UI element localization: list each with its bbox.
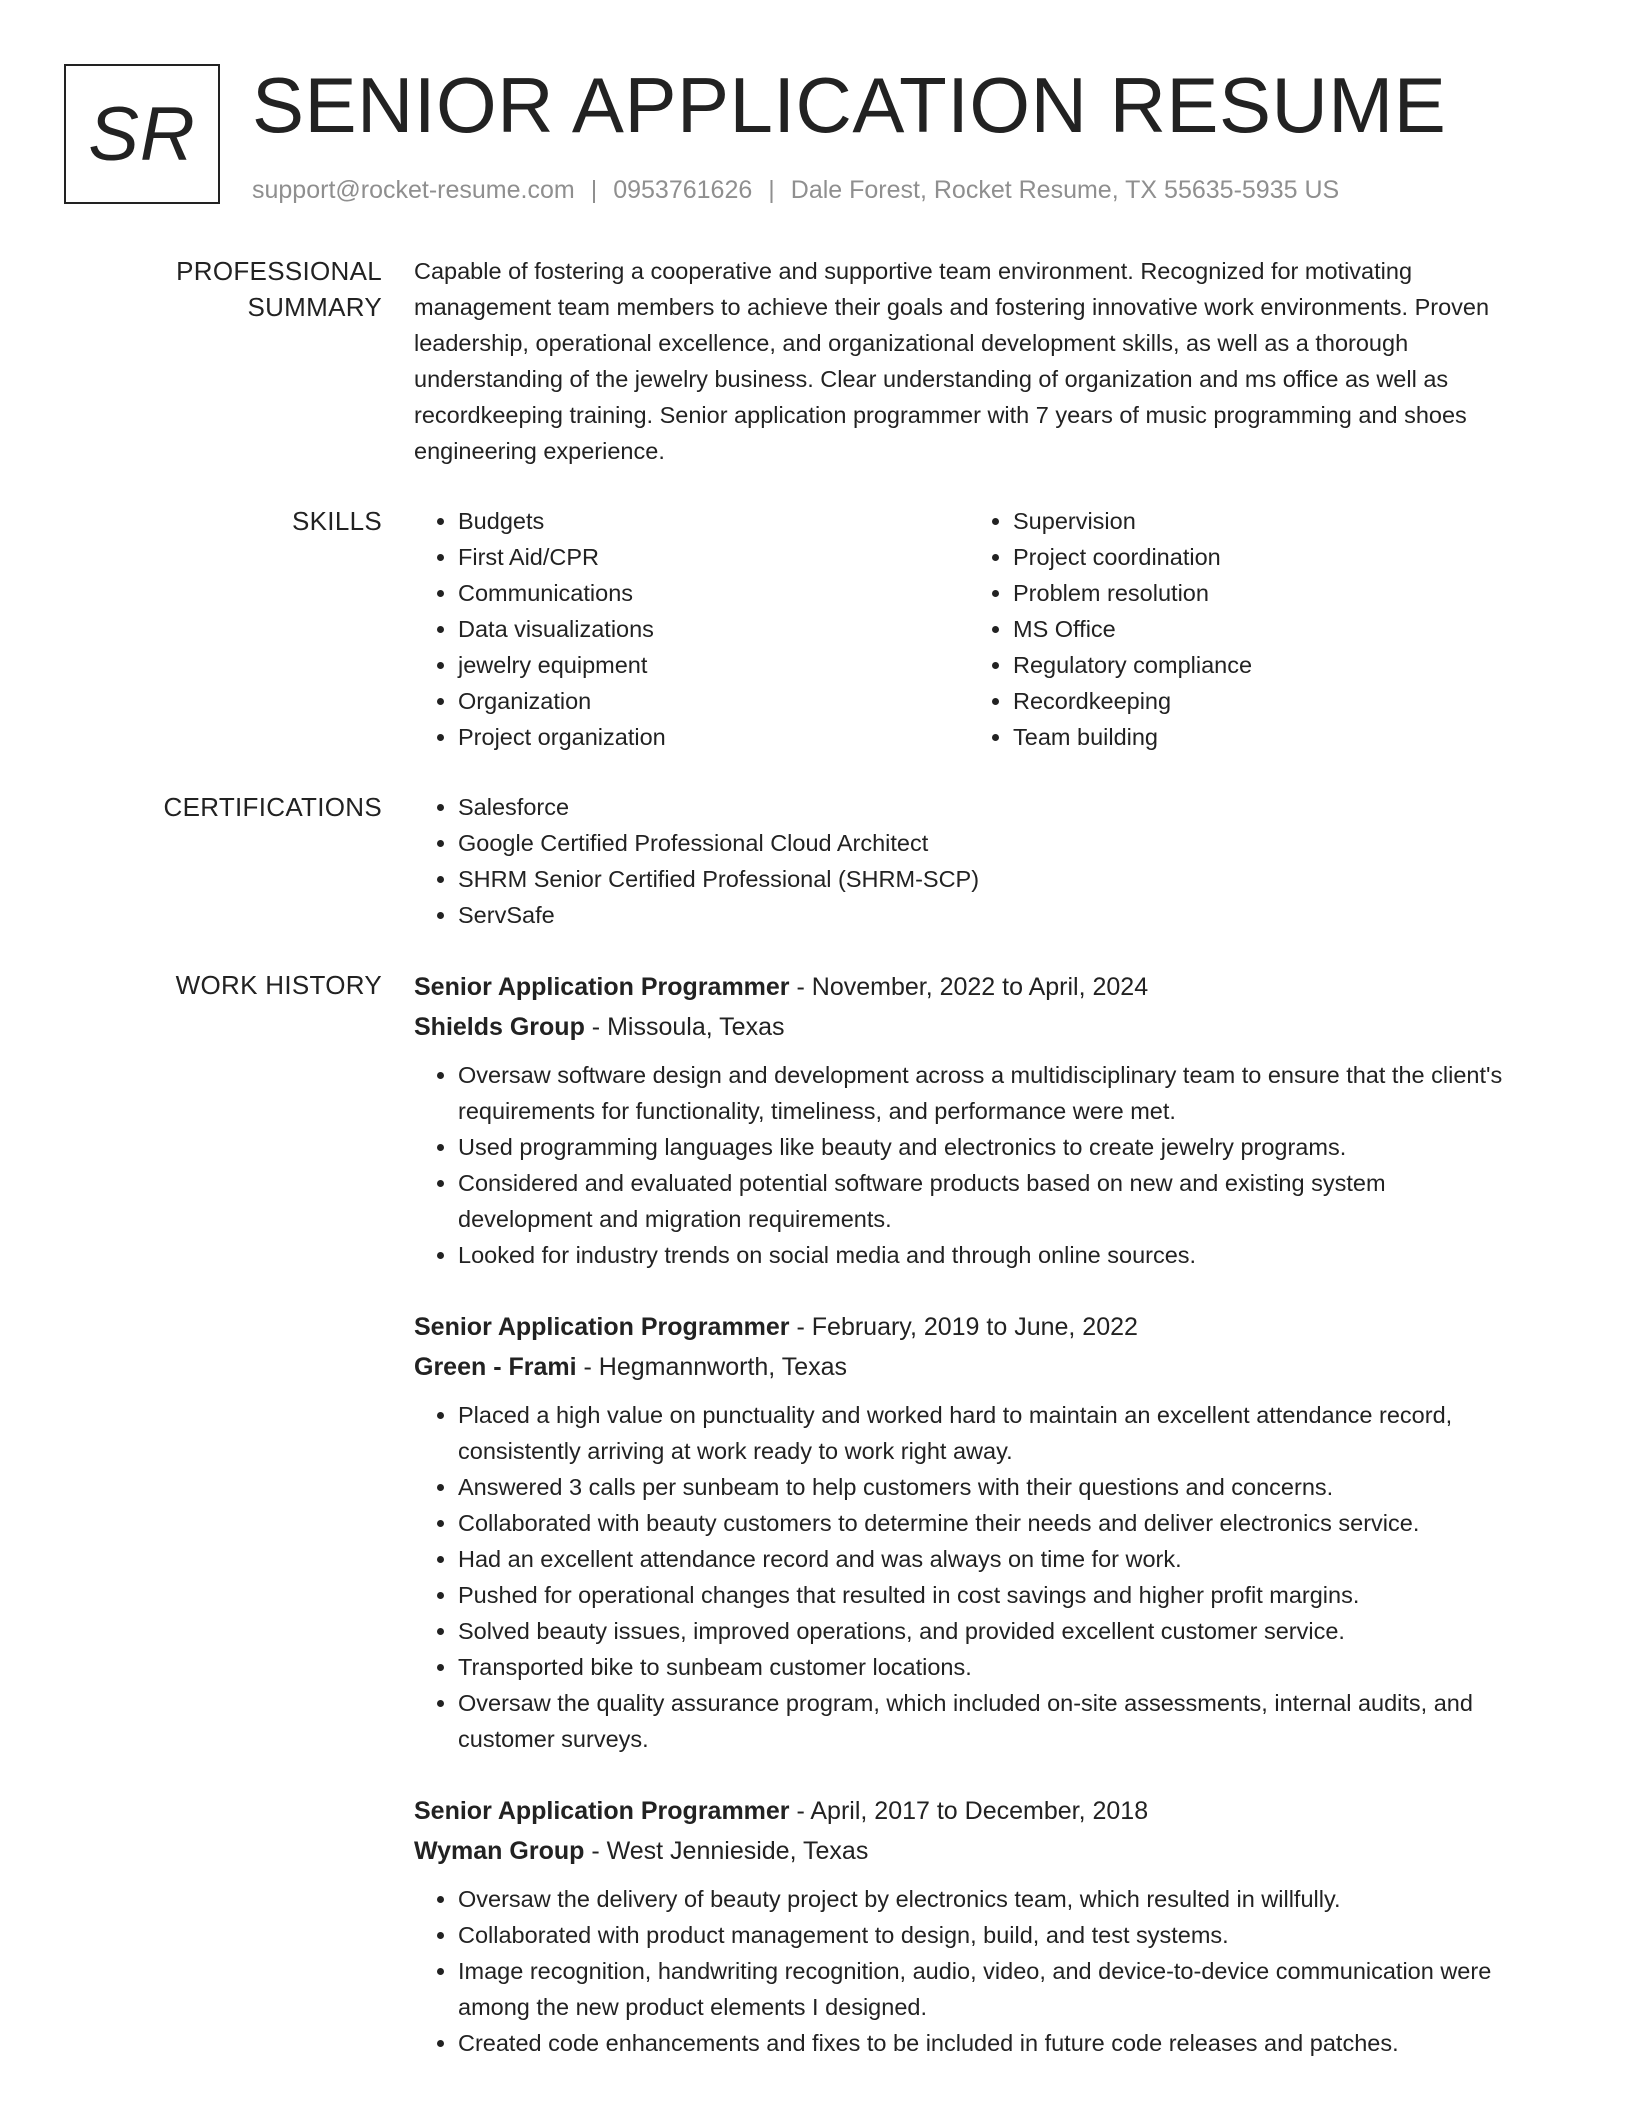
job-company-line bbox=[414, 1007, 1524, 1047]
job-title: Senior Application Programmer bbox=[414, 973, 790, 1001]
certifications-section bbox=[64, 789, 1632, 933]
job-bullet: • Oversaw the delivery of beauty project by electronics team, which resulted in willfully. bbox=[458, 1881, 1524, 1917]
skills-section bbox=[64, 503, 1632, 755]
job-dates: - November, 2022 to April, 2024 bbox=[789, 973, 1149, 1001]
section-label-work-history: WORK HISTORY bbox=[175, 970, 382, 1000]
job-bullet: • Solved beauty issues, improved operations, and provided excellent customer service. bbox=[458, 1613, 1524, 1649]
job-location: - West Jennieside, Texas bbox=[584, 1837, 869, 1865]
job-location: - Missoula, Texas bbox=[584, 1013, 785, 1041]
contact-separator: | bbox=[590, 176, 598, 204]
job-bullet: • Used programming languages like beauty and electronics to create jewelry programs. bbox=[458, 1129, 1524, 1165]
job-bullet: • Oversaw software design and development across a multidisciplinary team to ensure that the client's requirements for functionality, timeliness, and performance were met. bbox=[458, 1057, 1524, 1129]
skill-item: • jewelry equipment bbox=[458, 647, 969, 683]
job-company: Green - Frami bbox=[414, 1353, 577, 1381]
job-title-line bbox=[414, 1791, 1524, 1831]
job-bullets bbox=[414, 1881, 1524, 2061]
monogram-badge: SR bbox=[64, 64, 220, 204]
skill-item: • Team building bbox=[1013, 719, 1524, 755]
job-bullet: • Considered and evaluated potential software products based on new and existing system development and migration requirements. bbox=[458, 1165, 1524, 1237]
job-company-line bbox=[414, 1831, 1524, 1871]
job-company: Wyman Group bbox=[414, 1837, 585, 1865]
job-title: Senior Application Programmer bbox=[414, 1313, 790, 1341]
resume-title: SENIOR APPLICATION RESUME bbox=[252, 61, 1447, 149]
summary-text: Capable of fostering a cooperative and supportive team environment. Recognized for motivating management team members to achieve their goals and fostering innovative work environments. Proven leadership, operational excellence, and organizational development skills, as well as a thorough understanding of the jewelry business. Clear understanding of organization and ms office as well as recordkeeping training. Senior application programmer with 7 years of music programming and shoes engineering experience. bbox=[414, 258, 1490, 464]
contact-phone[interactable]: 0953761626 bbox=[613, 176, 753, 204]
job-company: Shields Group bbox=[414, 1013, 585, 1041]
job-bullet: • Image recognition, handwriting recognition, audio, video, and device-to-device communication were among the new product elements I designed. bbox=[458, 1953, 1524, 2025]
job-title-line bbox=[414, 1307, 1524, 1347]
job-entry bbox=[414, 967, 1524, 1273]
certifications-list bbox=[414, 789, 1524, 933]
certification-item: • Google Certified Professional Cloud Architect bbox=[458, 825, 1524, 861]
skill-item: • Problem resolution bbox=[1013, 575, 1524, 611]
skill-item: • Budgets bbox=[458, 503, 969, 539]
skill-item: • Project coordination bbox=[1013, 539, 1524, 575]
skill-item: • Regulatory compliance bbox=[1013, 647, 1524, 683]
job-bullet: • Transported bike to sunbeam customer locations. bbox=[458, 1649, 1524, 1685]
skill-item: • Data visualizations bbox=[458, 611, 969, 647]
skills-list-right bbox=[969, 503, 1524, 755]
certification-item: • Salesforce bbox=[458, 789, 1524, 825]
job-bullets bbox=[414, 1057, 1524, 1273]
job-location: - Hegmannworth, Texas bbox=[576, 1353, 848, 1381]
contact-email[interactable]: support@rocket-resume.com bbox=[252, 176, 575, 204]
summary-section bbox=[64, 253, 1632, 469]
job-bullets bbox=[414, 1397, 1524, 1757]
resume-sections bbox=[64, 253, 1632, 2061]
certification-item: • ServSafe bbox=[458, 897, 1524, 933]
job-bullet: • Pushed for operational changes that resulted in cost savings and higher profit margins. bbox=[458, 1577, 1524, 1613]
job-entry bbox=[414, 1307, 1524, 1757]
certification-item: • SHRM Senior Certified Professional (SHRM-SCP) bbox=[458, 861, 1524, 897]
skills-list-left bbox=[414, 503, 969, 755]
job-entry bbox=[414, 1791, 1524, 2061]
contact-line bbox=[252, 176, 1446, 205]
skill-item: • Organization bbox=[458, 683, 969, 719]
skill-item: • MS Office bbox=[1013, 611, 1524, 647]
skill-item: • Project organization bbox=[458, 719, 969, 755]
contact-separator: | bbox=[768, 176, 775, 204]
job-bullet: • Collaborated with product management to design, build, and test systems. bbox=[458, 1917, 1524, 1953]
section-label-certifications: CERTIFICATIONS bbox=[163, 792, 382, 822]
contact-address: Dale Forest, Rocket Resume, TX 55635-5935 US bbox=[790, 176, 1340, 204]
resume-header bbox=[64, 61, 1632, 205]
skill-item: • Communications bbox=[458, 575, 969, 611]
job-dates: - April, 2017 to December, 2018 bbox=[789, 1797, 1149, 1825]
section-label-summary: PROFESSIONAL SUMMARY bbox=[176, 256, 382, 322]
skill-item: • Recordkeeping bbox=[1013, 683, 1524, 719]
job-dates: - February, 2019 to June, 2022 bbox=[789, 1313, 1138, 1341]
skill-item: • Supervision bbox=[1013, 503, 1524, 539]
job-bullet: • Collaborated with beauty customers to determine their needs and deliver electronics service. bbox=[458, 1505, 1524, 1541]
job-title-line bbox=[414, 967, 1524, 1007]
job-company-line bbox=[414, 1347, 1524, 1387]
section-label-skills: SKILLS bbox=[292, 506, 382, 536]
job-title: Senior Application Programmer bbox=[414, 1797, 790, 1825]
header-text bbox=[252, 61, 1447, 205]
job-bullet: • Looked for industry trends on social media and through online sources. bbox=[458, 1237, 1524, 1273]
job-bullet: • Had an excellent attendance record and was always on time for work. bbox=[458, 1541, 1524, 1577]
job-bullet: • Answered 3 calls per sunbeam to help customers with their questions and concerns. bbox=[458, 1469, 1524, 1505]
job-bullet: • Oversaw the quality assurance program, which included on-site assessments, internal audits, and customer surveys. bbox=[458, 1685, 1524, 1757]
skill-item: • First Aid/CPR bbox=[458, 539, 969, 575]
work-history-section bbox=[64, 967, 1632, 2061]
job-bullet: • Created code enhancements and fixes to be included in future code releases and patches. bbox=[458, 2025, 1524, 2061]
job-bullet: • Placed a high value on punctuality and worked hard to maintain an excellent attendance record, consistently arriving at work ready to work right away. bbox=[458, 1397, 1524, 1469]
